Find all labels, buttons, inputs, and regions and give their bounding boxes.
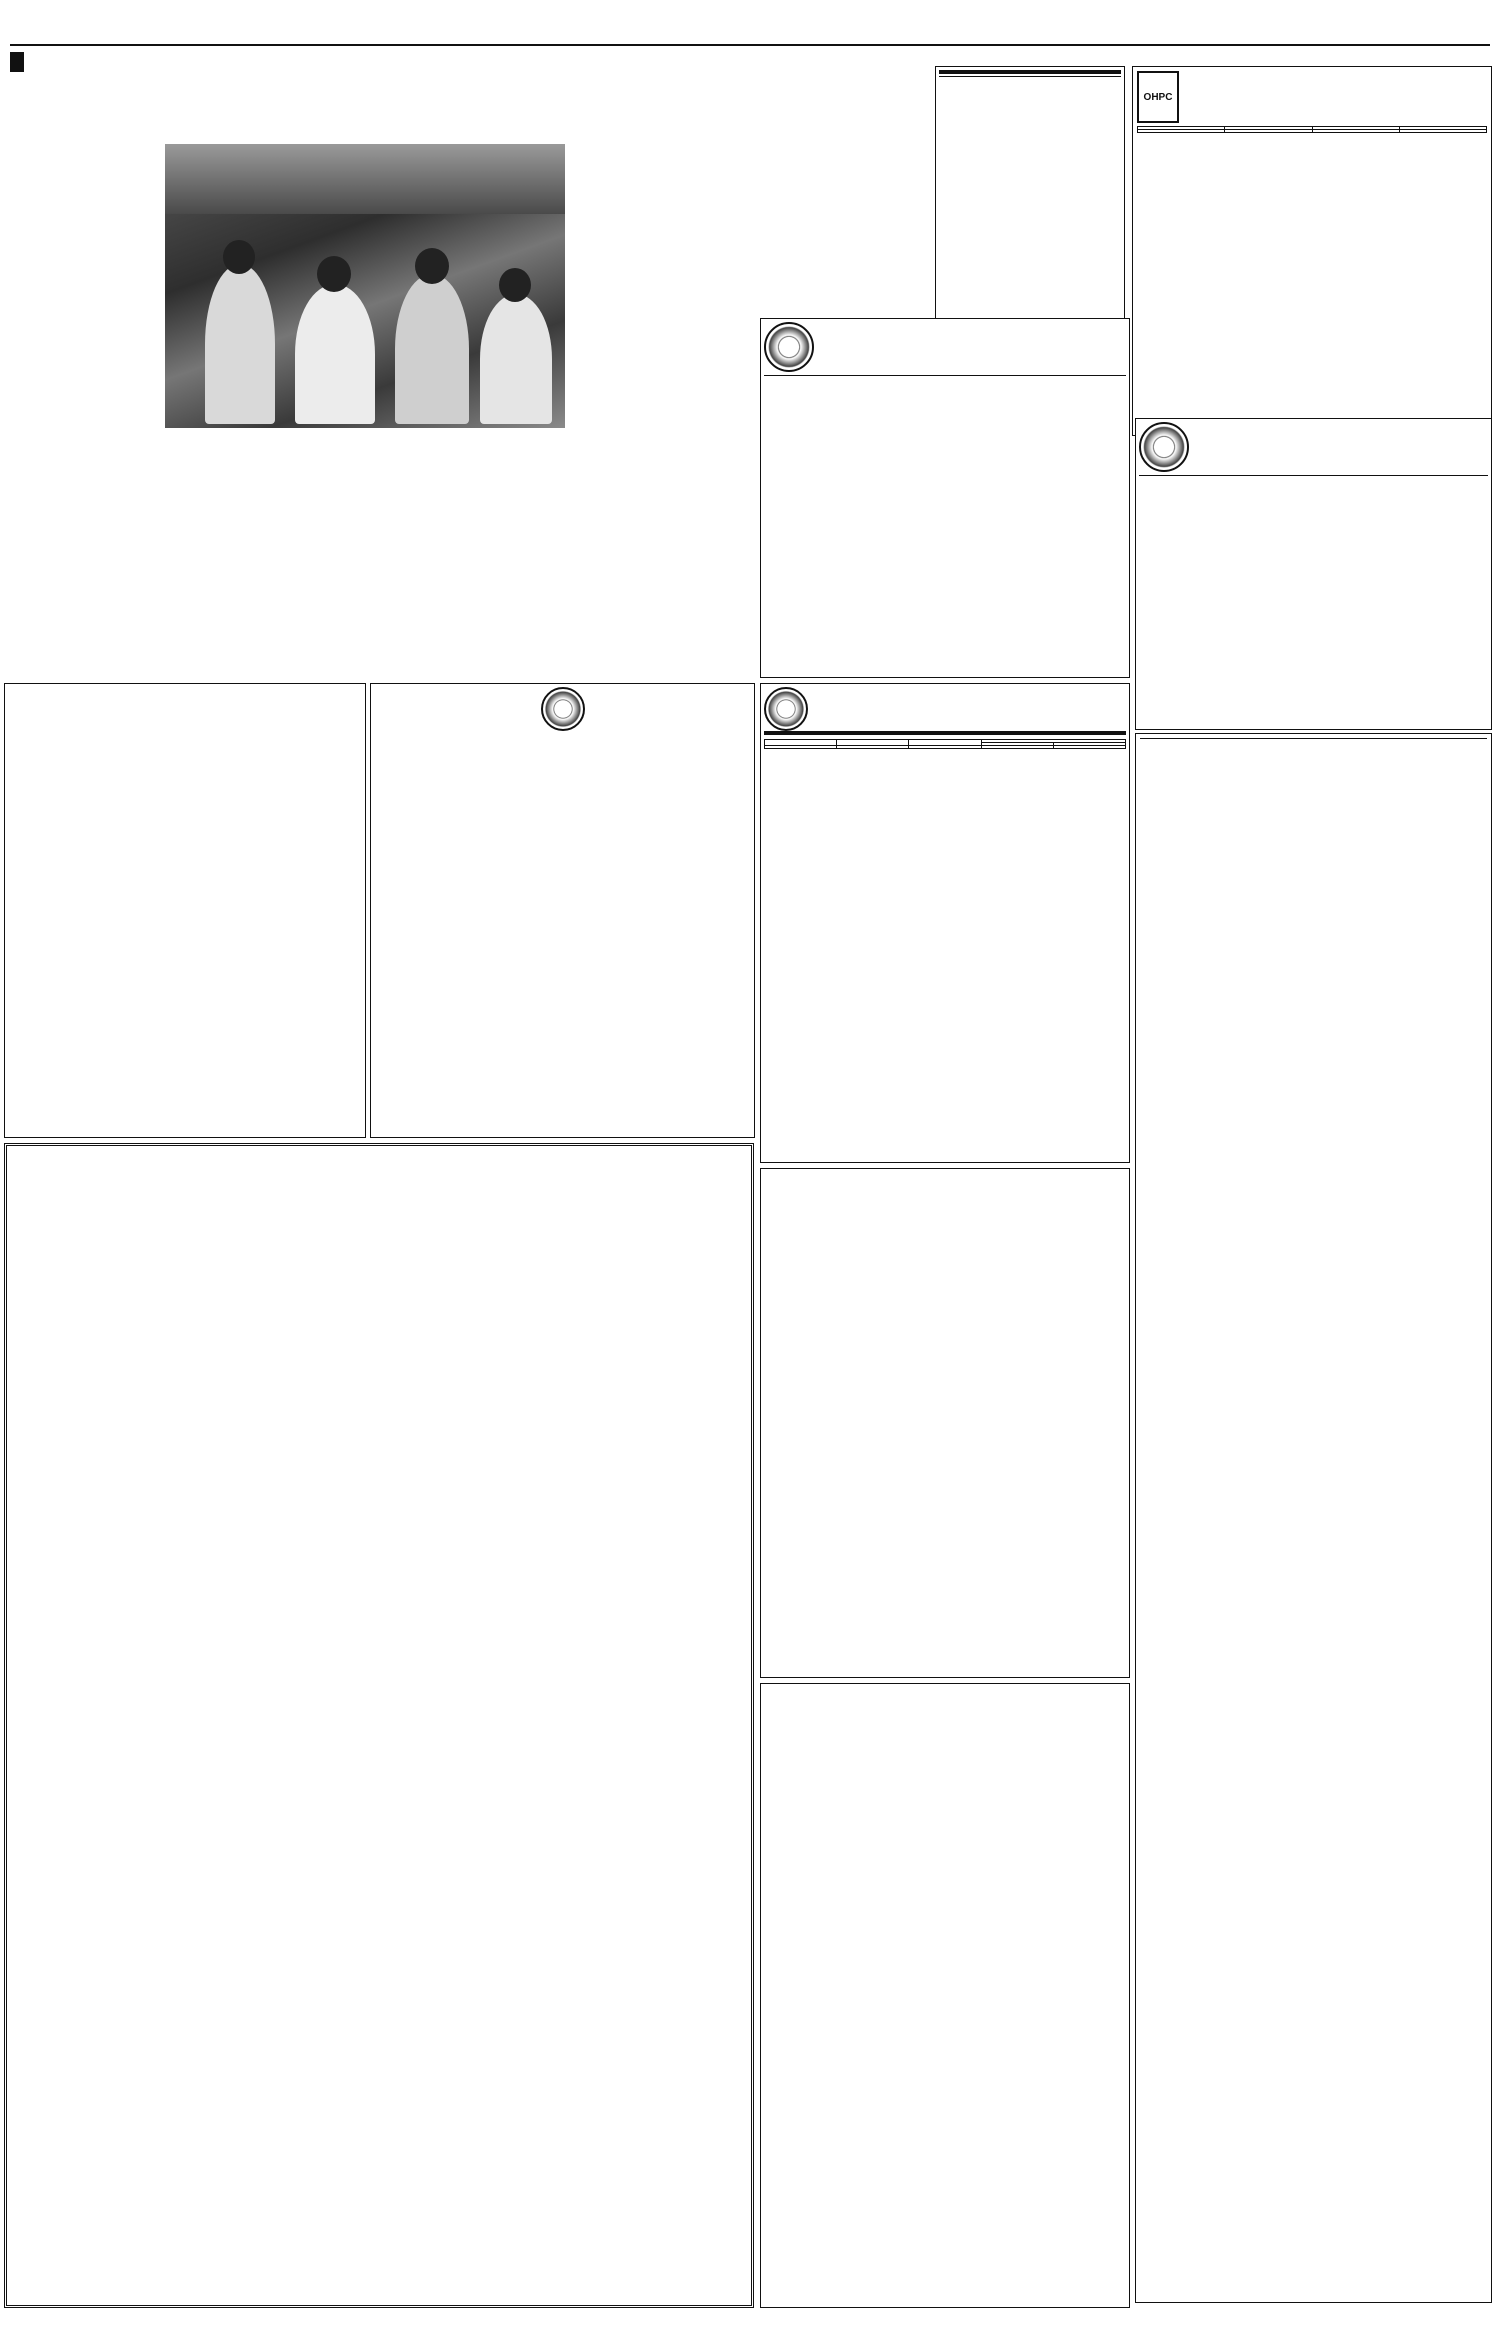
rural-cell [981,746,1053,749]
kaniha-notice [4,1143,754,2308]
sanskrit-notice [760,1683,1130,2308]
aiims1-head [764,322,1126,372]
rda-notice [1135,733,1492,2303]
ohpc-table [1137,126,1487,133]
lead-body-col1 [10,144,158,444]
rural-table [764,739,1126,749]
kicker-bullet [10,52,24,72]
rural-cell [909,746,981,749]
lead-body-lower [10,450,565,680]
lead-kicker-row [10,52,565,72]
print-registration-marks [0,2300,1500,2333]
ohpc-logo-icon: OHPC [1137,71,1179,123]
phc-notice [370,683,755,1138]
ohpc-cell [1138,130,1225,133]
rwss-notice [4,683,366,1138]
rural-works-notice [760,683,1130,1163]
lead-photo-wrap [165,144,565,444]
ohpc-notice [1132,66,1492,436]
page-header [10,6,1490,46]
ohpc-cell [1312,130,1399,133]
odisha-emblem-icon [764,687,808,731]
aiims-notice-1 [760,318,1130,678]
rural-notice-title [764,731,1126,735]
paradip-sub [939,76,1121,77]
jharsuguda-notice [760,1168,1130,1678]
paradip-notice [935,66,1125,326]
ohpc-cell [1399,130,1486,133]
ohpc-cell [1225,130,1312,133]
paradip-title [939,70,1121,74]
rural-cell [765,746,837,749]
lead-photo [165,144,565,428]
ohpc-head [1137,71,1487,123]
rural-cell [837,746,909,749]
rural-cell [1053,746,1125,749]
aiims-logo-icon [764,322,814,372]
odisha-emblem-icon [541,687,585,731]
aiims-notice-2 [1135,418,1492,730]
aiims-logo-icon [1139,422,1189,472]
lead-story [10,52,565,680]
